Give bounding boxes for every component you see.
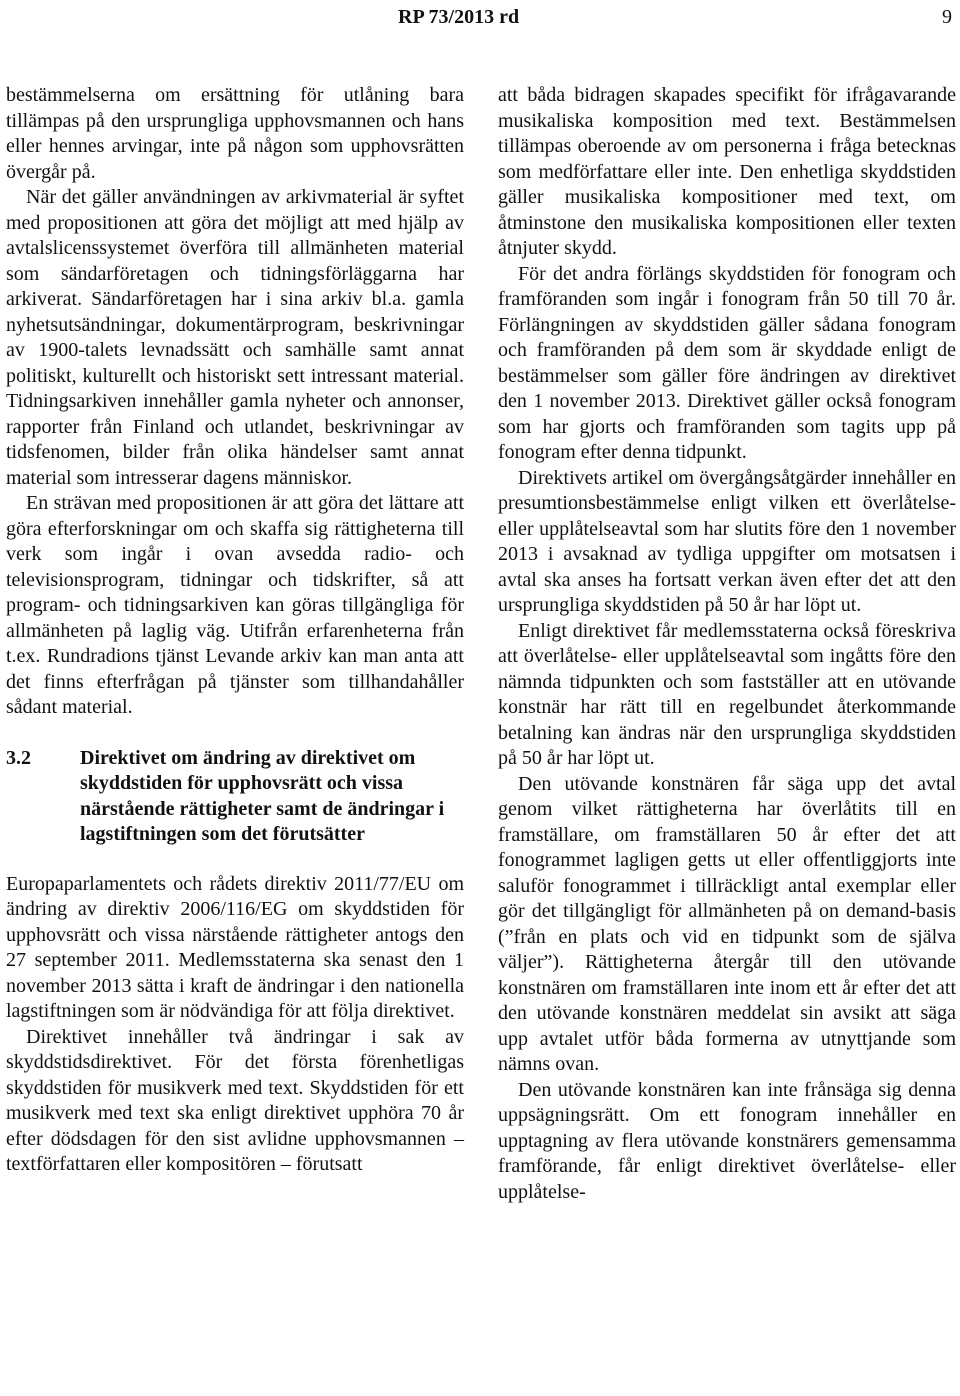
paragraph: Direktivet innehåller två ändringar i sak av skyddstidsdirektivet. För det första förenhetligas skyddstiden för musikverk med text. Skyddstiden för ett musikverk med text ska enligt direktivet upphöra 70 år efter dödsdagen för den sist avlidne upphovsmannen – textförfattaren eller kompositören – förutsatt [6,1025,464,1175]
right-column [498,83,956,1205]
page-number: 9 [942,6,952,28]
paragraph: För det andra förlängs skyddstiden för fonogram och framföranden som ingår i fonogram från 50 till 70 år. Förlängningen av skyddstiden gäller sådana fonogram och framföranden på dem som är skyddade enligt de bestämmelser som gäller före ändringen av direktivet den 1 november 2013. Direktivet gäller också fonogram som har gjorts och framföranden som tagits upp på fonogram efter denna tidpunkt. [498,262,956,463]
paragraph: Den utövande konstnären får säga upp det avtal genom vilket rättigheterna har överlåtits till en framställare, om framställaren 50 år efter det att fonogrammet lagligen getts ut eller offentliggjorts inte saluför fonogrammet i tillräckligt antal exemplar eller gör det tillgängligt för allmänheten på on demand-basis (”från en plats och vid en tidpunkt som de själva väljer”). Rättigheterna återgår till den utövande konstnären om framställaren inte inom ett år efter det att den utövande konstnären meddelat sin avsikt att säga upp avtalet utför båda formerna av utnyttjande som nämns ovan. [498,772,956,1075]
paragraph: att båda bidragen skapades specifikt för ifrågavarande musikaliska komposition med text. Bestämmelsen tillämpas oberoende av om personerna i fråga betecknas som medförfattare eller inte. Den enhetliga skyddstiden gäller musikaliska kompositioner med text, om åtminstone den musikaliska kompositionen eller texten åtnjuter skydd. [498,84,956,259]
paragraph: När det gäller användningen av arkivmaterial är syftet med propositionen att göra det möjligt att med hjälp av avtalslicenssystemet överföra till allmänheten material som sändarföretagen och tidningsförläggarna har arkiverat. Sändarföretagen har i sina arkiv bl.a. gamla nyhetsutsändningar, dokumentärprogram, beskrivningar av 1900-talets levnadssätt och samhälle samt annat politiskt, kulturellt och historiskt sett intressant material. Tidningsarkiven innehåller gamla nyheter och annonser, rapporter från Finland och utlandet, beskrivningar av tidsfenomen, bilder från olika händelser samt annat material som intresserar dagens människor. [6,186,464,489]
section-heading [6,746,464,848]
paragraph: Enligt direktivet får medlemsstaterna också föreskriva att överlåtelse- eller upplåtelseavtal som ingåtts före den nämnda tidpunkten och som fastställer att en utövande konstnär har rätt till en regelbundet återkommande betalning kan ändras när den ursprungliga skyddstiden på 50 år har löpt ut. [498,619,956,769]
paragraph: Europaparlamentets och rådets direktiv 2011/77/EU om ändring av direktiv 2006/116/EG om skyddstiden för upphovsrätt och vissa närstående rättigheter antogs den 27 september 2011. Medlemsstaterna ska senast den 1 november 2013 sätta i kraft de ändringar i den nationella lagstiftningen som är nödvändiga för att följa direktivet. [6,872,464,1022]
section-number: 3.2 [6,746,31,769]
paragraph: En strävan med propositionen är att göra det lättare att göra efterforskningar om och skaffa sig rättigheterna till verk som ingår i ovan avsedda radio- och televisionsprogram, tidningar och tidskrifter, så att program- och tidningsarkiven kan göras tillgängliga för allmänheten på laglig väg. Utifrån erfarenheterna från t.ex. Rundradions tjänst Levande arkiv kan man anta att det finns efterfrågan på tjänster som tillhandahåller sådant material. [6,492,464,718]
document-id: RP 73/2013 rd [398,6,520,28]
left-column [6,83,464,1178]
page-header [0,0,960,40]
paragraph: bestämmelserna om ersättning för utlåning bara tillämpas på den ursprungliga upphovsmannen och hans eller hennes arvingar, inte på någon som upphovsrätten övergår på. [6,84,464,183]
paragraph: Direktivets artikel om övergångsåtgärder innehåller en presumtionsbestämmelse enligt vilken ett överlåtelse- eller upplåtelseavtal som har slutits före den 1 november 2013 i avsaknad av tydliga uppgifter om motsatsen i avtal ska anses ha fortsatt verkan även efter det att den ursprungliga skyddstiden på 50 år har löpt ut. [498,466,956,616]
section-title: Direktivet om ändring av direktivet om skyddstiden för upphovsrätt och vissa närstående rättigheter samt de ändringar i lagstiftningen som det förutsätter [80,746,445,845]
paragraph: Den utövande konstnären kan inte frånsäga sig denna uppsägningsrätt. Om ett fonogram innehåller en upptagning av flera utövande konstnärers gemensamma framförande, får enligt direktivet överlåtelse- eller upplåtelse- [498,1078,956,1203]
